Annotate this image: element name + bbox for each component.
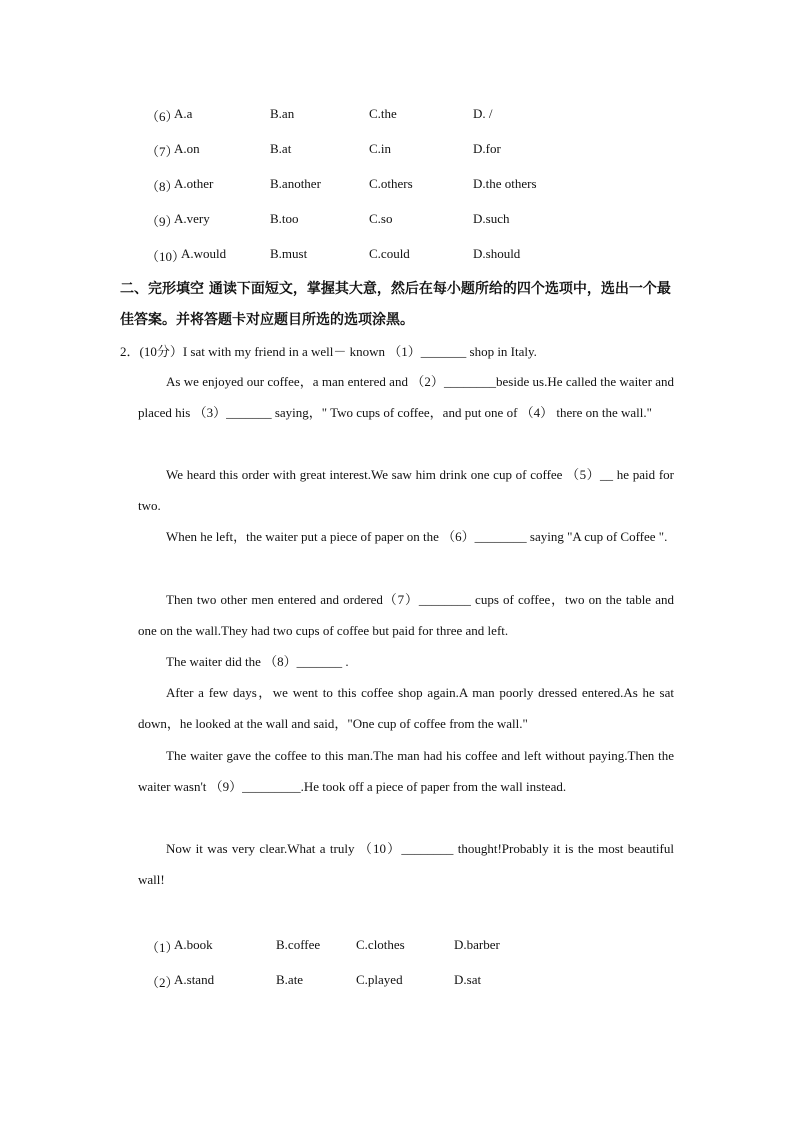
option-number: （6）: [146, 109, 179, 124]
option-row-10: [146, 246, 596, 266]
passage-paragraph: The waiter gave the coffee to this man.The man had his coffee and left without paying.Then the waiter wasn't （9）_________.He took off a piece of paper from the wall instead.: [138, 748, 674, 794]
option-row-7: [146, 141, 596, 161]
option-b: B.too: [270, 211, 299, 226]
option-d: D.sat: [454, 972, 482, 987]
passage-paragraph: Now it was very clear.What a truly （10）________ thought!Probably it is the most beautiful wall!: [138, 841, 674, 887]
option-d: D. /: [473, 106, 493, 121]
passage-paragraph: After a few days，we went to this coffee shop again.A man poorly dressed entered.As he sat down，he looked at the wall and said，"One cup of coffee from the wall.": [138, 685, 675, 731]
option-a: A.other: [174, 176, 214, 191]
passage-paragraph: The waiter did the （8）_______ .: [166, 654, 349, 669]
option-number: （2）: [146, 975, 179, 990]
option-c: C.the: [369, 106, 397, 121]
option-b: B.coffee: [276, 937, 321, 952]
option-c: C.played: [356, 972, 403, 987]
option-number: （1）: [146, 940, 179, 955]
option-c: C.others: [369, 176, 413, 191]
option-number: （7）: [146, 144, 179, 159]
option-number: （10）: [146, 249, 186, 264]
passage-paragraph: As we enjoyed our coffee，a man entered and （2）________beside us.He called the waiter and placed his （3）_______ saying，" Two cups of coffee，and put one of （4） there on the wall.": [138, 374, 674, 420]
option-row-2: [146, 972, 596, 992]
option-d: D.should: [473, 246, 521, 261]
option-c: C.clothes: [356, 937, 405, 952]
option-b: B.another: [270, 176, 321, 191]
option-row-1: [146, 937, 596, 957]
option-a: A.very: [174, 211, 210, 226]
option-a: A.book: [174, 937, 213, 952]
option-d: D.barber: [454, 937, 500, 952]
option-a: A.stand: [174, 972, 215, 987]
passage-paragraph: We heard this order with great interest.We saw him drink one cup of coffee （5）__ he paid for two.: [138, 467, 674, 513]
option-b: B.at: [270, 141, 292, 156]
section-heading: 二、完形填空 通读下面短文，掌握其大意，然后在每小题所给的四个选项中，选出一个最佳答案。并将答题卡对应题目所选的选项涂黑。: [120, 281, 671, 328]
option-b: B.must: [270, 246, 308, 261]
option-row-8: [146, 176, 596, 196]
option-c: C.could: [369, 246, 410, 261]
option-b: B.an: [270, 106, 295, 121]
option-d: D.for: [473, 141, 501, 156]
option-a: A.would: [181, 246, 227, 261]
option-d: D.such: [473, 211, 510, 226]
passage-paragraph: Then two other men entered and ordered（7）________ cups of coffee，two on the table and one on the wall.They had two cups of coffee but paid for three and left.: [138, 592, 674, 638]
option-number: （8）: [146, 179, 179, 194]
option-row-6: [146, 106, 596, 126]
option-b: B.ate: [276, 972, 304, 987]
option-c: C.so: [369, 211, 393, 226]
option-row-9: [146, 211, 596, 231]
option-number: （9）: [146, 214, 179, 229]
option-c: C.in: [369, 141, 392, 156]
option-a: A.on: [174, 141, 200, 156]
option-d: D.the others: [473, 176, 537, 191]
passage-paragraph: When he left，the waiter put a piece of paper on the （6）________ saying "A cup of Coffee ".: [166, 529, 668, 544]
question-header: 2．(10分）I sat with my friend in a well－ known （1）_______ shop in Italy.: [120, 344, 537, 359]
option-a: A.a: [174, 106, 193, 121]
